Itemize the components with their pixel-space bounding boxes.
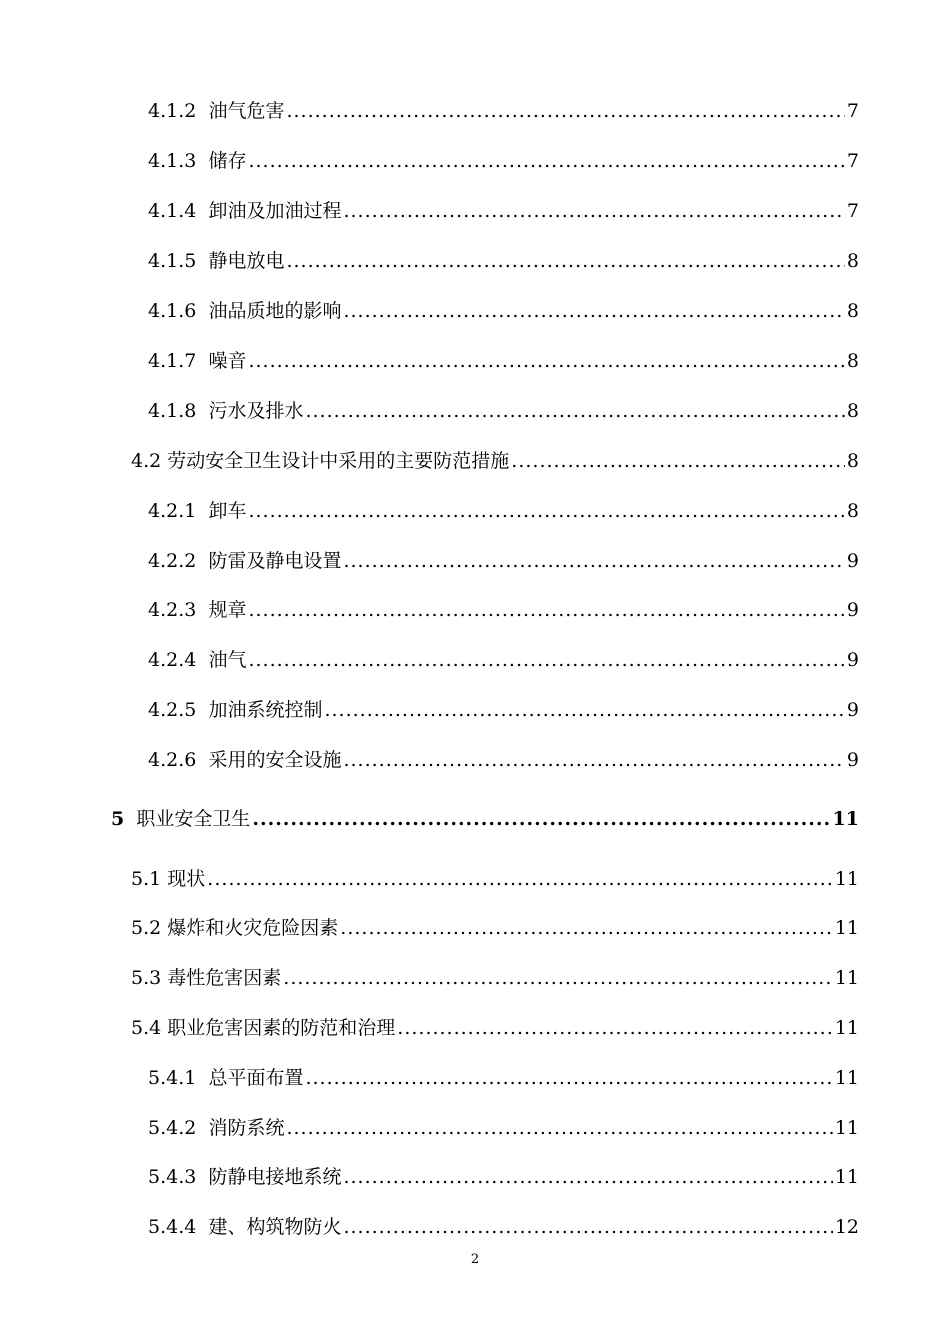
toc-entry-number: 5.4.3 [148, 1166, 197, 1188]
toc-entry-page: 7 [846, 200, 859, 222]
toc-entry-title: 防雷及静电设置 [208, 550, 342, 572]
toc-entry[interactable] [131, 449, 859, 473]
toc-entry-number: 4.2.5 [148, 699, 197, 721]
toc-leader-dots [248, 648, 844, 672]
toc-leader-dots [305, 399, 844, 423]
toc-entry-title: 污水及排水 [208, 400, 304, 422]
toc-entry-page: 11 [834, 1017, 859, 1039]
toc-entry-number: 4.1.3 [148, 150, 197, 172]
toc-entry-number: 5.4.2 [148, 1117, 197, 1139]
toc-entry-number: 5.3 [131, 967, 162, 989]
toc-entry[interactable] [148, 199, 859, 223]
toc-entry[interactable] [148, 399, 859, 423]
toc-entry[interactable] [148, 549, 859, 573]
toc-entry-title: 油气 [208, 649, 247, 671]
toc-entry-number: 5.4.4 [148, 1216, 197, 1238]
toc-entry-page: 9 [846, 550, 859, 572]
toc-entry-number: 5.2 [131, 917, 162, 939]
toc-entry[interactable] [148, 349, 859, 373]
toc-entry[interactable] [148, 748, 859, 772]
toc-leader-dots [324, 698, 844, 722]
toc-entry-title: 采用的安全设施 [208, 749, 342, 771]
toc-leader-dots [340, 916, 833, 940]
toc-entry[interactable] [148, 149, 859, 173]
toc-entry[interactable] [148, 299, 859, 323]
toc-entry-page: 11 [834, 1067, 859, 1089]
toc-entry-title: 储存 [208, 150, 247, 172]
toc-leader-dots [343, 549, 844, 573]
toc-leader-dots [248, 149, 844, 173]
toc-entry[interactable] [131, 916, 859, 940]
toc-entry-title: 规章 [208, 599, 247, 621]
toc-entry[interactable] [148, 499, 859, 523]
toc-entry-number: 4.1.7 [148, 350, 197, 372]
toc-leader-dots [511, 449, 845, 473]
toc-entry-page: 8 [846, 300, 859, 322]
toc-leader-dots [248, 598, 844, 622]
toc-entry[interactable] [148, 249, 859, 273]
toc-entry-page: 8 [846, 500, 859, 522]
toc-entry-page: 8 [846, 250, 859, 272]
toc-entry-page: 11 [834, 1117, 859, 1139]
toc-entry-number: 4.2.6 [148, 749, 197, 771]
toc-entry-page: 8 [846, 400, 859, 422]
toc-entry-number: 4.1.6 [148, 300, 197, 322]
toc-entry[interactable] [131, 966, 859, 990]
toc-leader-dots [252, 807, 830, 831]
toc-entry[interactable] [148, 1066, 859, 1090]
toc-entry-page: 11 [832, 808, 859, 830]
page-number: 2 [470, 1252, 480, 1267]
toc-entry-title: 静电放电 [208, 250, 285, 272]
toc-entry-page: 11 [834, 967, 859, 989]
toc-leader-dots [305, 1066, 832, 1090]
toc-entry-title: 劳动安全卫生设计中采用的主要防范措施 [167, 450, 510, 472]
toc-leader-dots [286, 1116, 832, 1140]
toc-leader-dots [283, 966, 833, 990]
toc-entry[interactable] [148, 1215, 859, 1239]
toc-entry-page: 9 [846, 699, 859, 721]
toc-entry-title: 建、构筑物防火 [208, 1216, 342, 1238]
toc-entry-title: 防静电接地系统 [208, 1166, 342, 1188]
toc-entry-title: 加油系统控制 [208, 699, 323, 721]
toc-entry-number: 4.1.8 [148, 400, 197, 422]
toc-entry-number: 5.4.1 [148, 1067, 197, 1089]
toc-entry-title: 消防系统 [208, 1117, 285, 1139]
toc-entry-page: 9 [846, 599, 859, 621]
toc-entry-page: 11 [834, 917, 859, 939]
toc-entry[interactable] [148, 648, 859, 672]
toc-entry-number: 4.2 [131, 450, 162, 472]
toc-entry-number: 4.2.2 [148, 550, 197, 572]
toc-entry[interactable] [148, 1165, 859, 1189]
toc-entry-number: 4.1.2 [148, 100, 197, 122]
toc-leader-dots [343, 1215, 832, 1239]
toc-entry-number: 5.1 [131, 868, 162, 890]
toc-entry-title: 职业安全卫生 [136, 808, 251, 830]
toc-entry-title: 卸车 [208, 500, 247, 522]
toc-chapter-entry[interactable] [111, 807, 859, 831]
toc-leader-dots [286, 99, 844, 123]
toc-entry-page: 8 [846, 350, 859, 372]
toc-entry-title: 油品质地的影响 [208, 300, 342, 322]
toc-entry-title: 总平面布置 [208, 1067, 304, 1089]
toc-entry-title: 油气危害 [208, 100, 285, 122]
toc-leader-dots [207, 867, 833, 891]
toc-entry-number: 4.1.5 [148, 250, 197, 272]
toc-leader-dots [343, 1165, 832, 1189]
toc-entry-number: 4.2.1 [148, 500, 197, 522]
toc-entry-number: 4.2.4 [148, 649, 197, 671]
toc-entry-page: 8 [846, 450, 859, 472]
toc-leader-dots [248, 499, 844, 523]
toc-entry-page: 7 [846, 100, 859, 122]
toc-entry[interactable] [131, 867, 859, 891]
toc-entry-number: 4.1.4 [148, 200, 197, 222]
toc-entry-number: 4.2.3 [148, 599, 197, 621]
toc-entry-page: 11 [834, 1166, 859, 1188]
toc-leader-dots [343, 748, 844, 772]
toc-leader-dots [343, 199, 844, 223]
toc-entry[interactable] [148, 1116, 859, 1140]
toc-leader-dots [343, 299, 844, 323]
toc-entry-number: 5 [111, 808, 125, 830]
toc-entry[interactable] [131, 1016, 859, 1040]
toc-entry[interactable] [148, 598, 859, 622]
toc-leader-dots [248, 349, 844, 373]
toc-entry-title: 卸油及加油过程 [208, 200, 342, 222]
toc-entry-page: 9 [846, 649, 859, 671]
toc-entry-title: 毒性危害因素 [167, 967, 282, 989]
toc-entry-title: 职业危害因素的防范和治理 [167, 1017, 396, 1039]
toc-leader-dots [397, 1016, 833, 1040]
toc-entry-page: 9 [846, 749, 859, 771]
toc-entry-title: 爆炸和火灾危险因素 [167, 917, 339, 939]
toc-entry-title: 现状 [167, 868, 206, 890]
toc-entry[interactable] [148, 99, 859, 123]
toc-entry-page: 12 [834, 1216, 859, 1238]
toc-entry-page: 11 [834, 868, 859, 890]
toc-entry[interactable] [148, 698, 859, 722]
toc-entry-number: 5.4 [131, 1017, 162, 1039]
toc-entry-page: 7 [846, 150, 859, 172]
toc-leader-dots [286, 249, 844, 273]
toc-entry-title: 噪音 [208, 350, 247, 372]
